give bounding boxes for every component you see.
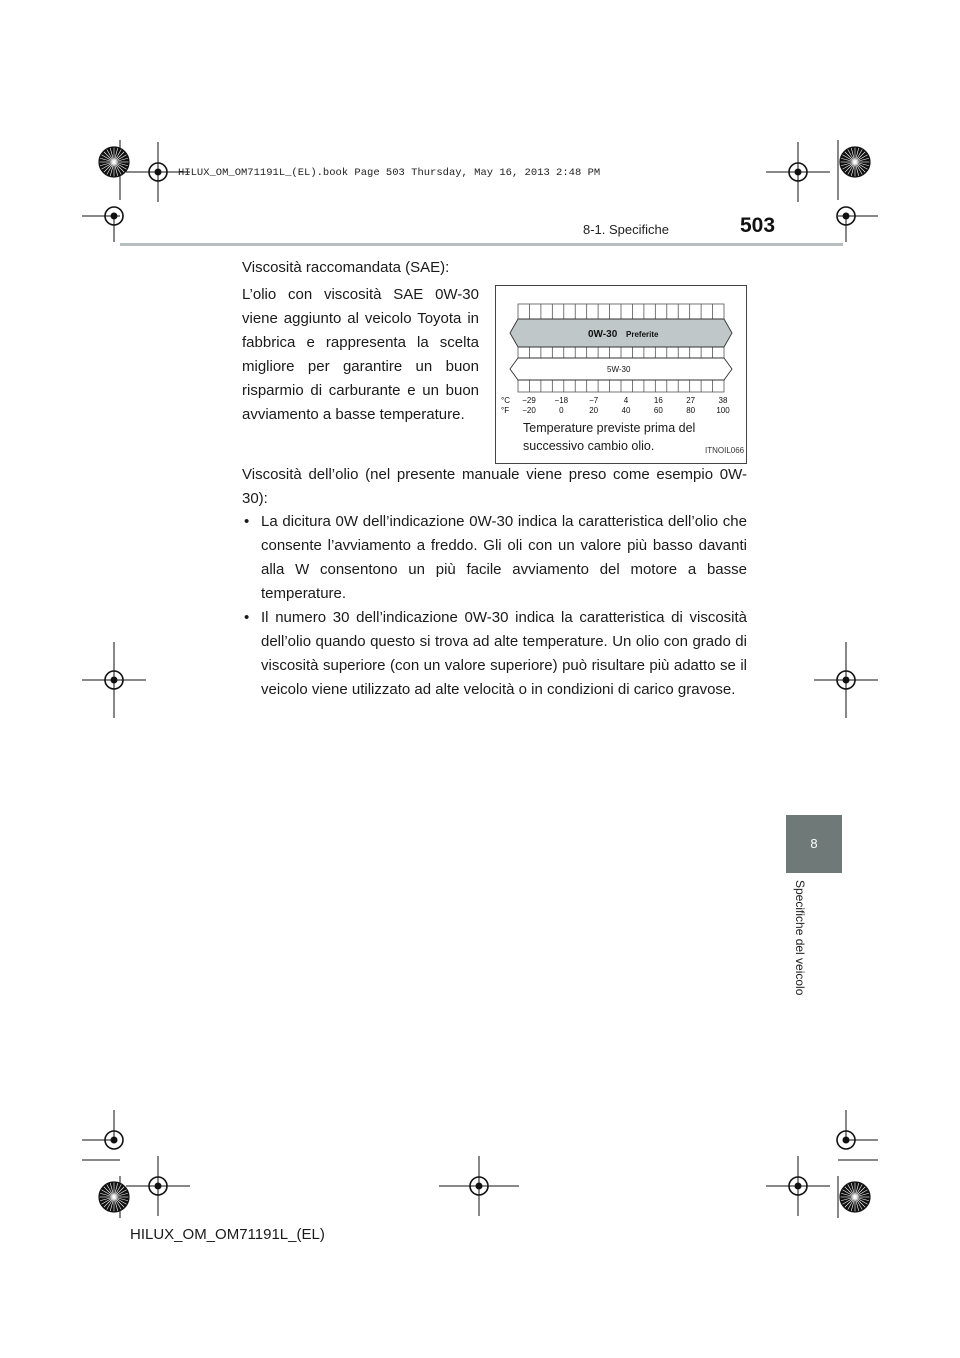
tick-label: −18 [554,396,569,405]
section-title: 8-1. Specifiche [583,222,669,237]
chapter-label: Specifiche del veicolo [793,880,807,996]
grid-middle [518,347,724,358]
band-0w30 [510,319,732,347]
figure-caption-line2: successivo cambio olio. [523,439,655,453]
figure-caption [523,419,695,455]
tick-label: −20 [522,406,536,415]
crosshair-mark [439,1156,519,1216]
bullet-item [242,606,747,702]
tick-label: 16 [653,396,663,405]
viscosity-paragraph: Viscosità dell’olio (nel presente manuale viene preso come esempio 0W-30): [242,466,747,507]
crosshair-mark [766,1156,830,1216]
tick-label: 40 [621,406,631,415]
crosshair-mark [837,1110,878,1149]
page-number: 503 [740,214,776,237]
sunburst-mark [99,147,129,177]
bullet-dot: • [244,609,250,626]
band-0w30-note: Preferite [626,330,659,339]
footer-doc-id: HILUX_OM_OM71191L_(EL) [130,1226,325,1243]
crosshair-mark [814,642,878,718]
book-info-line: HILUX_OM_OM71191L_(EL).book Page 503 Thursday, May 16, 2013 2:48 PM [178,167,601,179]
bullet-item [242,510,747,606]
tick-label: −29 [522,396,536,405]
intro-text: Viscosità raccomandata (SAE): [242,259,450,276]
header-rule [120,243,843,246]
crosshair-mark [82,1110,123,1149]
celsius-ticks [522,396,728,405]
oil-description-paragraph: L’olio con viscosità SAE 0W-30 viene aggiunto al veicolo Toyota in fabbrica e rappresenta la scelta migliore per garantire un buon risparmio di carburante e un buon avviamento a basse temperature. [242,286,479,423]
band-0w30-label: 0W-30 [588,329,618,340]
tick-label: 60 [653,406,663,415]
tick-label: 100 [716,406,730,415]
crosshair-mark [126,1156,190,1216]
fahrenheit-unit: °F [501,406,510,415]
figure-caption-line1: Temperature previste prima del [523,421,696,435]
tick-label: 20 [589,406,599,415]
sunburst-mark [840,147,870,177]
bullet-text: Il numero 30 dell’indicazione 0W-30 indica la caratteristica di viscosità dell’olio quando questo si trova ad alte temperature. Un olio con grado di viscosità superiore (con un valore superiore) può risultare più adatto se il veicolo viene utilizzato ad alte velocità o in condizioni di carico gravose. [261,609,747,698]
tick-label: 4 [623,396,629,405]
crosshair-mark [766,142,830,202]
tick-label: −7 [589,396,599,405]
grid-bottom [518,380,724,392]
crosshair-mark [82,207,123,242]
band-5w30-label: 5W-30 [607,365,631,374]
sunburst-mark [99,1182,129,1212]
sunburst-mark [840,1182,870,1212]
tick-label: 80 [686,406,696,415]
crosshair-mark [837,207,878,242]
chapter-tab[interactable] [786,815,842,873]
figure-code: ITNOIL066 [705,446,745,455]
chapter-number: 8 [810,836,818,851]
tick-label: 38 [718,396,728,405]
tick-label: 27 [686,396,696,405]
tick-label: 0 [559,406,564,415]
bullet-text: La dicitura 0W dell’indicazione 0W-30 indica la caratteristica dell’olio che consente l’avviamento a freddo. Gli oli con un valore più basso davanti alla W consentono un più facile avviamento del motore a basse temperature. [261,513,747,602]
celsius-unit: °C [501,396,510,405]
grid-top [518,304,724,319]
fahrenheit-ticks [522,406,730,415]
bullet-dot: • [244,513,250,530]
crosshair-mark [82,642,146,718]
